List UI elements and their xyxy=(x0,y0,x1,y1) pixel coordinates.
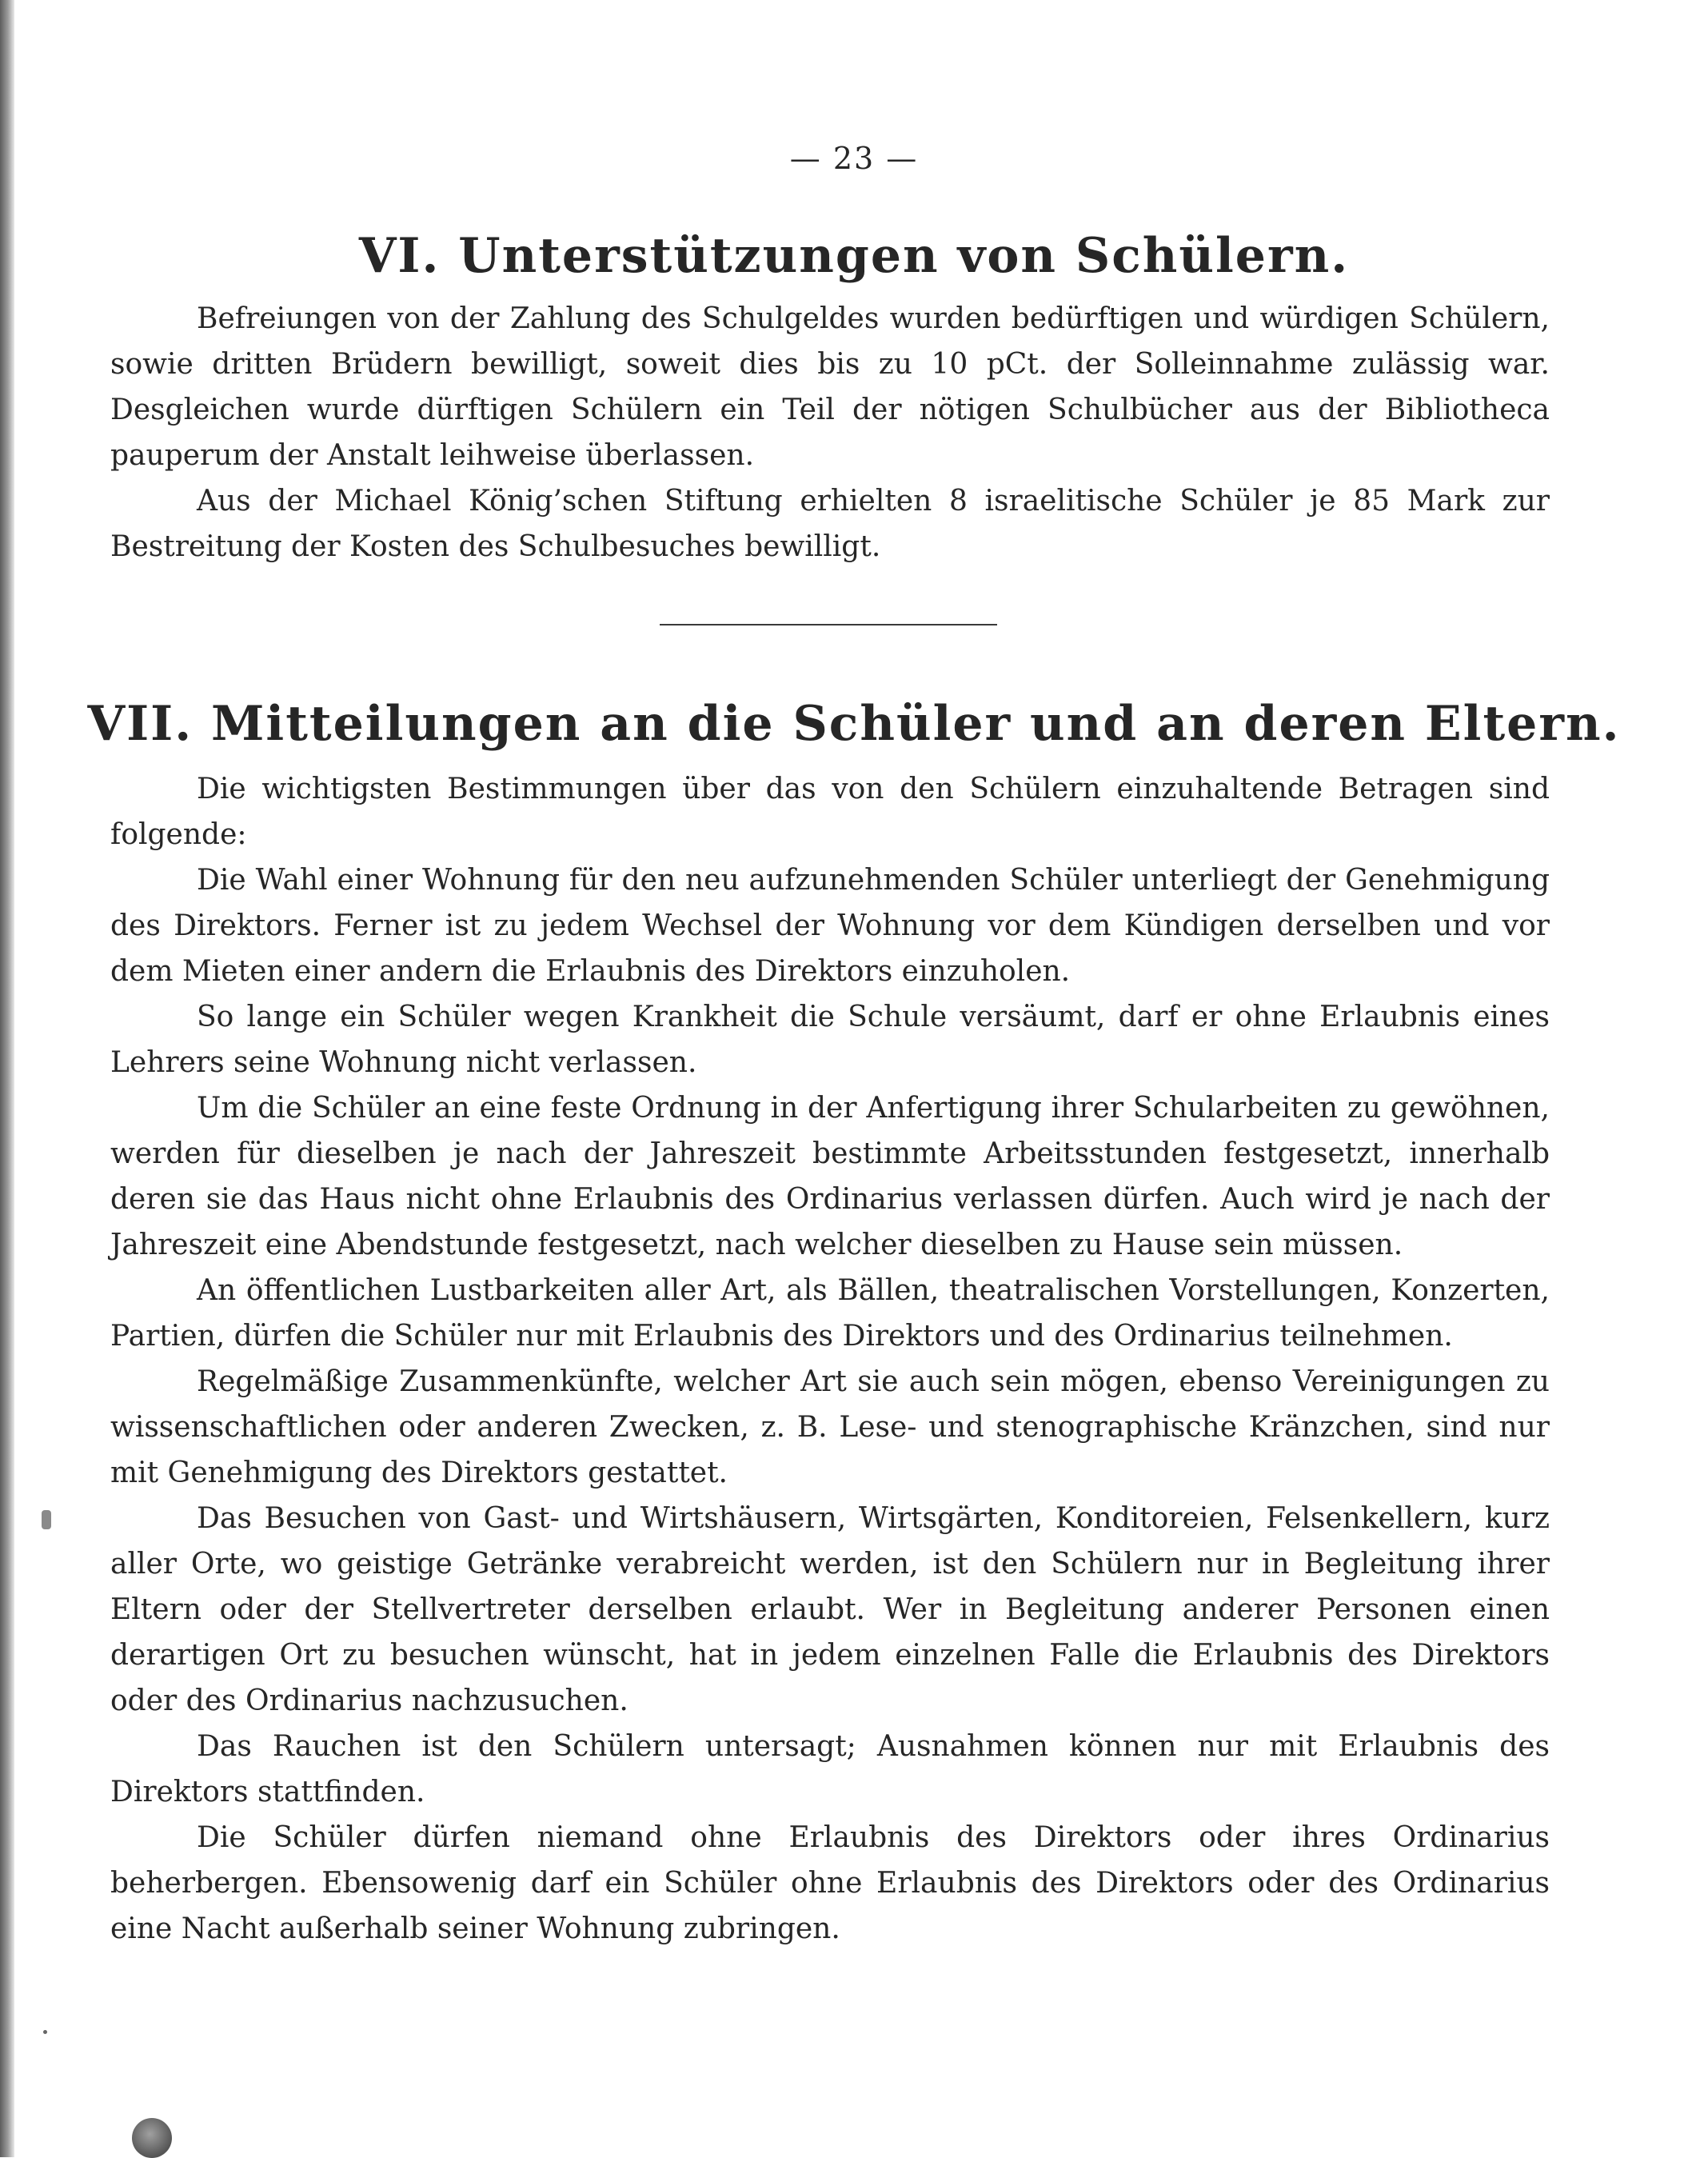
paragraph: Die Wahl einer Wohnung für den neu aufzunehmenden Schüler unterliegt der Genehmigung des Direktors. Ferner ist zu jedem Wechsel der Wohnung vor dem Kündigen derselben und vor dem Mieten einer andern die Erlaubnis des Direktors einzuholen. xyxy=(110,864,1550,988)
paragraph: Befreiungen von der Zahlung des Schulgeldes wurden bedürftigen und würdigen Schülern, sowie dritten Brüdern bewilligt, soweit dies bis zu 10 pCt. der Solleinnahme zulässig war. Desgleichen wurde dürftigen Schülern ein Teil der nötigen Schulbücher aus der Bibliotheca pauperum der Anstalt leihweise überlassen. xyxy=(110,302,1550,472)
paragraph: Die Schüler dürfen niemand ohne Erlaubnis des Direktors oder ihres Ordinarius beherbergen. Ebensowenig darf ein Schüler ohne Erlaubnis des Direktors oder des Ordinarius eine Nacht außerhalb seiner Wohnung zubringen. xyxy=(110,1821,1550,1945)
page-number: — 23 — xyxy=(789,141,919,176)
section-body-vi xyxy=(110,296,1550,569)
paragraph: An öffentlichen Lustbarkeiten aller Art, als Bällen, theatralischen Vorstellungen, Konzerten, Partien, dürfen die Schüler nur mit Erlaubnis des Direktors und des Ordinarius teilnehmen. xyxy=(110,1274,1550,1353)
paragraph: So lange ein Schüler wegen Krankheit die Schule versäumt, darf er ohne Erlaubnis eines Lehrers seine Wohnung nicht verlassen. xyxy=(110,1001,1550,1079)
paragraph: Aus der Michael König’schen Stiftung erhielten 8 israelitische Schüler je 85 Mark zur Bestreitung der Kosten des Schulbesuches bewilligt. xyxy=(110,485,1550,563)
paragraph: Regelmäßige Zusammenkünfte, welcher Art sie auch sein mögen, ebenso Vereinigungen zu wissenschaftlichen oder anderen Zwecken, z. B. Lese- und stenographische Kränzchen, sind nur mit Genehmigung des Direktors gestattet. xyxy=(110,1365,1550,1489)
paragraph: Das Besuchen von Gast- und Wirtshäusern, Wirtsgärten, Konditoreien, Felsenkellern, kurz aller Orte, wo geistige Getränke verabreicht werden, ist den Schülern nur in Begleitung ihrer Eltern oder der Stellvertreter derselben erlaubt. Wer in Begleitung anderer Personen einen derartigen Ort zu besuchen wünscht, hat in jedem einzelnen Falle die Erlaubnis des Direktors oder des Ordinarius nachzusuchen. xyxy=(110,1502,1550,1717)
scan-page-edge xyxy=(0,0,14,2157)
margin-ink-mark xyxy=(42,1510,51,1529)
section-heading-vi: VI. Unterstützungen von Schülern. xyxy=(358,228,1350,284)
section-heading-vii: VII. Mitteilungen an die Schüler und an deren Eltern. xyxy=(87,696,1621,752)
paragraph: Um die Schüler an eine feste Ordnung in der Anfertigung ihrer Schularbeiten zu gewöhnen, werden für dieselben je nach der Jahreszeit bestimmte Arbeitsstunden festgesetzt, innerhalb deren sie das Haus nicht ohne Erlaubnis des Ordinarius verlassen dürfen. Auch wird je nach der Jahreszeit eine Abendstunde festgesetzt, nach welcher dieselben zu Hause sein müssen. xyxy=(110,1092,1550,1261)
binding-hole xyxy=(132,2118,172,2158)
paragraph: Die wichtigsten Bestimmungen über das von den Schülern einzuhaltende Betragen sind folgende: xyxy=(110,773,1550,851)
paragraph: Das Rauchen ist den Schülern untersagt; Ausnahmen können nur mit Erlaubnis des Direktors stattfinden. xyxy=(110,1730,1550,1808)
margin-ink-dot xyxy=(43,2030,47,2034)
section-body-vii xyxy=(110,766,1550,1952)
section-divider xyxy=(660,624,997,625)
